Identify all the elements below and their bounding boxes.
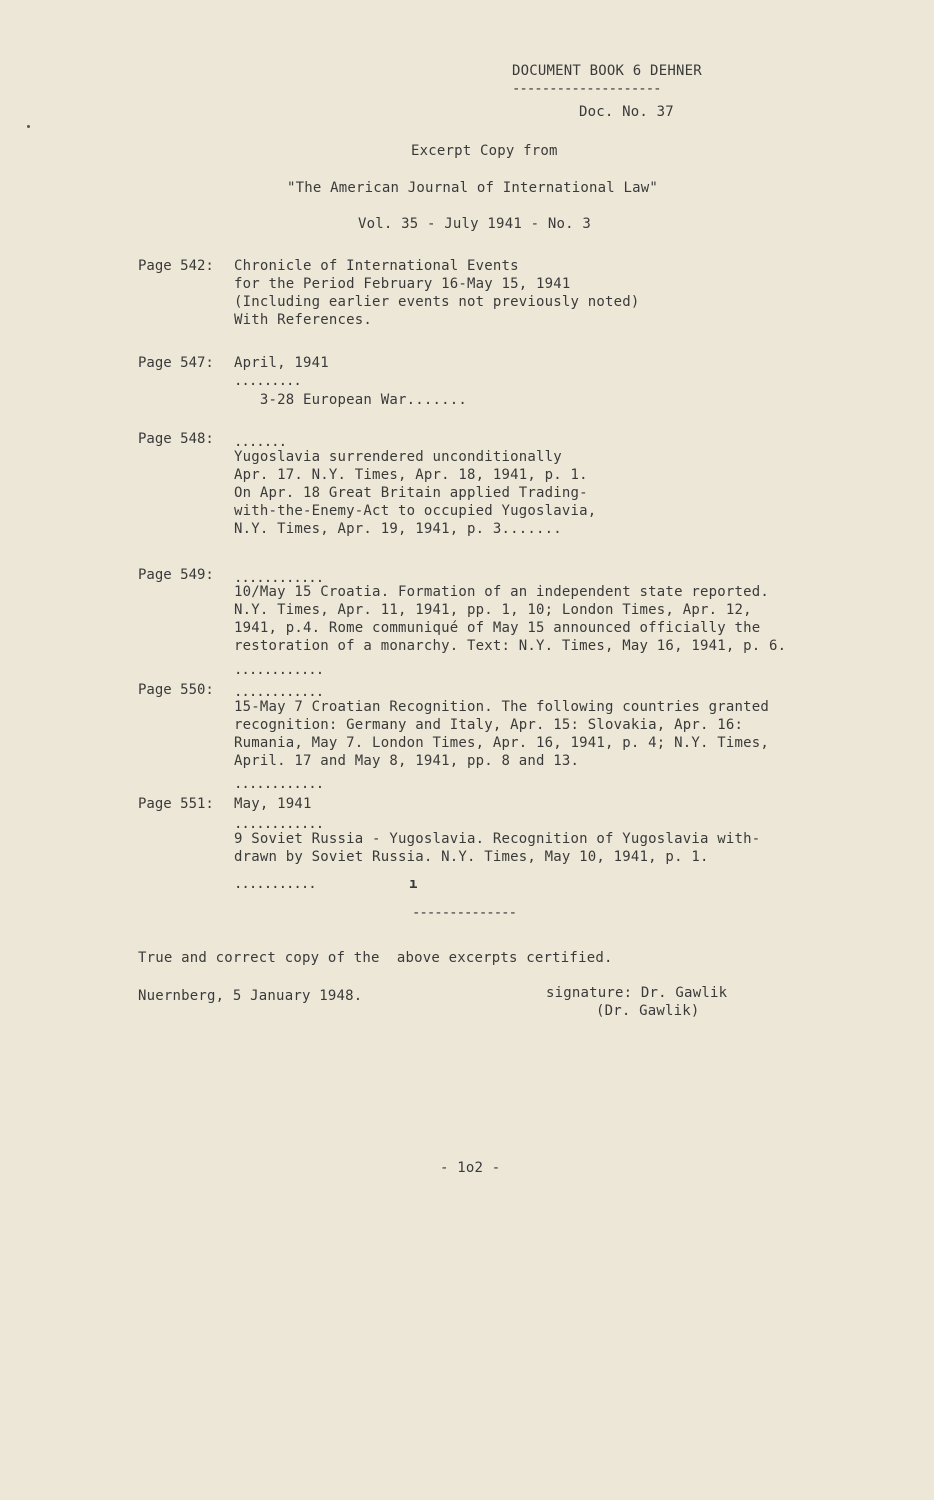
ellipsis-row: ............	[234, 776, 324, 792]
entry-551-line: 9 Soviet Russia - Yugoslavia. Recognition of Yugoslavia with-	[234, 831, 761, 847]
ellipsis-row: ............	[234, 816, 324, 832]
page-label-547: Page 547:	[138, 355, 214, 371]
entry-548-line: On Apr. 18 Great Britain applied Trading-	[234, 485, 588, 501]
entry-547-line: 3-28 European War.......	[234, 392, 467, 408]
ellipsis-row: ............	[234, 684, 324, 700]
entry-551-line: drawn by Soviet Russia. N.Y. Times, May 10, 1941, p. 1.	[234, 849, 709, 865]
section-separator: --------------	[412, 905, 517, 921]
entry-549-line: 1941, p.4. Rome communiqué of May 15 announced officially the	[234, 620, 761, 636]
entry-548-line: Apr. 17. N.Y. Times, Apr. 18, 1941, p. 1.	[234, 467, 588, 483]
entry-549-line: N.Y. Times, Apr. 11, 1941, pp. 1, 10; London Times, Apr. 12,	[234, 602, 752, 618]
ellipsis-row: .......	[234, 434, 287, 450]
page-label-549: Page 549:	[138, 567, 214, 583]
entry-550-line: recognition: Germany and Italy, Apr. 15: Slovakia, Apr. 16:	[234, 717, 744, 733]
page-label-551: Page 551:	[138, 796, 214, 812]
ellipsis-row: ............	[234, 662, 324, 678]
doc-number: Doc. No. 37	[579, 104, 674, 120]
volume-line: Vol. 35 - July 1941 - No. 3	[358, 216, 591, 232]
entry-542-line: With References.	[234, 312, 373, 328]
excerpt-title: Excerpt Copy from	[411, 143, 558, 159]
ellipsis-row: ............	[234, 570, 324, 586]
document-book-label: DOCUMENT BOOK 6 DEHNER	[512, 63, 702, 79]
page-label-550: Page 550:	[138, 682, 214, 698]
entry-547-line: April, 1941	[234, 355, 329, 371]
entry-550-line: April. 17 and May 8, 1941, pp. 8 and 13.	[234, 753, 580, 769]
entry-550-line: Rumania, May 7. London Times, Apr. 16, 1941, p. 4; N.Y. Times,	[234, 735, 769, 751]
ellipsis-row: .........	[234, 373, 301, 389]
ellipsis-row: ...........	[234, 876, 316, 892]
entry-548-line: with-the-Enemy-Act to occupied Yugoslavia,	[234, 503, 597, 519]
entry-542-line: (Including earlier events not previously noted)	[234, 294, 640, 310]
scan-speck	[27, 125, 30, 128]
entry-549-line: 10/May 15 Croatia. Formation of an independent state reported.	[234, 584, 769, 600]
page-label-542: Page 542:	[138, 258, 214, 274]
entry-548-line: Yugoslavia surrendered unconditionally	[234, 449, 562, 465]
entry-551-line: May, 1941	[234, 796, 312, 812]
entry-548-line: N.Y. Times, Apr. 19, 1941, p. 3.......	[234, 521, 562, 537]
certification-statement: True and correct copy of the above excerpts certified.	[138, 950, 613, 966]
header-underline: --------------------	[512, 81, 661, 97]
entry-542-line: Chronicle of International Events	[234, 258, 519, 274]
entry-550-line: 15-May 7 Croatian Recognition. The following countries granted	[234, 699, 769, 715]
entry-542-line: for the Period February 16-May 15, 1941	[234, 276, 571, 292]
journal-title: "The American Journal of International Law"	[287, 180, 659, 196]
place-date: Nuernberg, 5 January 1948.	[138, 988, 363, 1004]
page-label-548: Page 548:	[138, 431, 214, 447]
signature-line: signature: Dr. Gawlik	[546, 985, 728, 1001]
stray-mark: ı	[409, 876, 418, 892]
entry-549-line: restoration of a monarchy. Text: N.Y. Times, May 16, 1941, p. 6.	[234, 638, 787, 654]
page-number: - 1o2 -	[440, 1160, 501, 1176]
signature-name: (Dr. Gawlik)	[596, 1003, 700, 1019]
